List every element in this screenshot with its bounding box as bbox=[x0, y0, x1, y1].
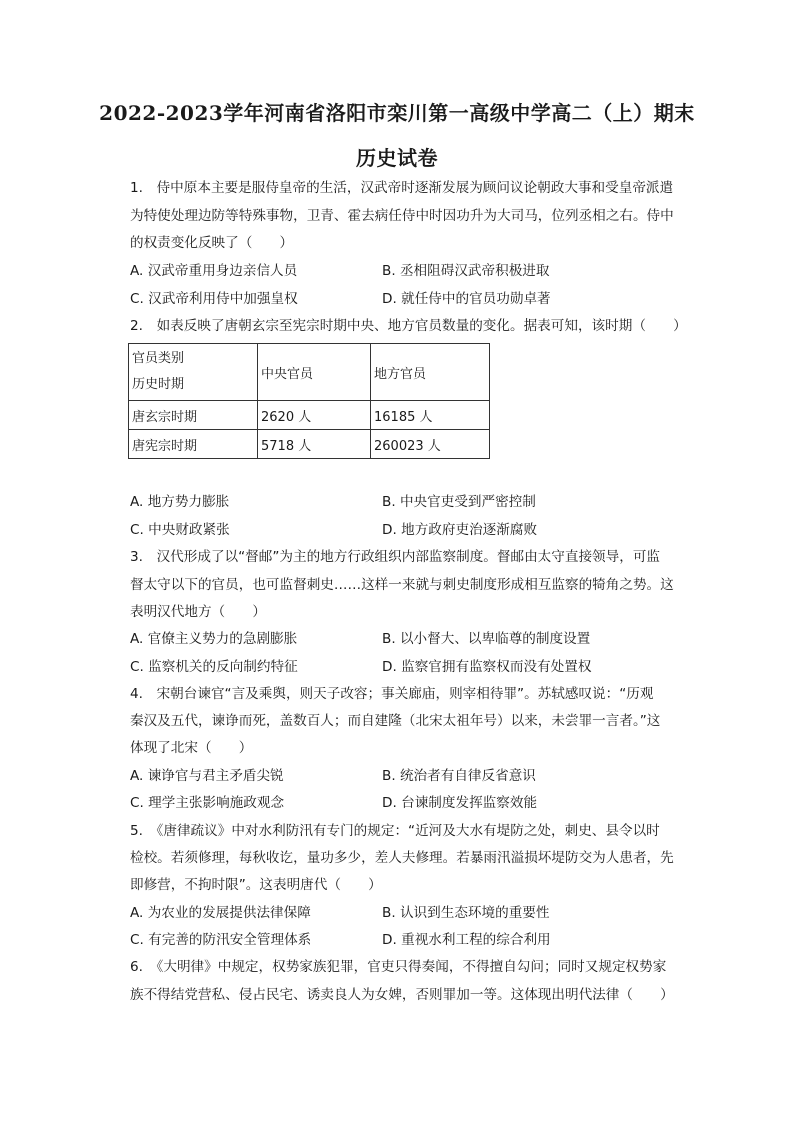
exam-title-line1: 2022-2023学年河南省洛阳市栾川第一高级中学高二（上）期末 bbox=[99, 101, 695, 125]
q2-option-b: B. 中央官吏受到严密控制 bbox=[382, 494, 536, 510]
q2-option-a: A. 地方势力膨胀 bbox=[130, 494, 230, 510]
table-row bbox=[129, 430, 490, 459]
q3-option-a: A. 官僚主义势力的急剧膨胀 bbox=[130, 631, 298, 647]
q4-line: 4. 宋朝台谏官“言及乘舆，则天子改容；事关廊庙，则宰相待罪”。苏轼感叹说：“历观 bbox=[130, 686, 654, 702]
q5-line: 即修营，不拘时限”。这表明唐代（ ） bbox=[130, 877, 382, 893]
table-header-corner bbox=[129, 344, 258, 401]
q2-option-c: C. 中央财政紧张 bbox=[130, 522, 230, 538]
q1-option-a: A. 汉武帝重用身边亲信人员 bbox=[130, 263, 298, 279]
table-cell: 唐玄宗时期 bbox=[129, 401, 258, 430]
q5-option-d: D. 重视水利工程的综合利用 bbox=[382, 932, 551, 948]
table-cell: 260023 人 bbox=[371, 430, 490, 459]
q3-option-d: D. 监察官拥有监察权而没有处置权 bbox=[382, 659, 592, 675]
q4-option-b: B. 统治者有自律反省意识 bbox=[382, 768, 536, 784]
q5-option-c: C. 有完善的防汛安全管理体系 bbox=[130, 932, 312, 948]
header-corner-bottom: 历史时期 bbox=[132, 377, 185, 392]
q5-line: 5. 《唐律疏议》中对水利防汛有专门的规定：“近河及大水有堤防之处，刺史、县令以时 bbox=[130, 823, 660, 839]
q4-option-a: A. 谏诤官与君主矛盾尖锐 bbox=[130, 768, 284, 784]
q2-option-d: D. 地方政府吏治逐渐腐败 bbox=[382, 522, 538, 538]
q3-line: 3. 汉代形成了以“督邮”为主的地方行政组织内部监察制度。督邮由太守直接领导，可监 bbox=[130, 549, 661, 565]
table-header-row bbox=[129, 344, 490, 401]
q1-line: 1. 侍中原本主要是服侍皇帝的生活，汉武帝时逐渐发展为顾问议论朝政大事和受皇帝派遣 bbox=[130, 180, 674, 196]
q2-line: 2. 如表反映了唐朝玄宗至宪宗时期中央、地方官员数量的变化。据表可知，该时期（ ） bbox=[130, 318, 687, 334]
table-row bbox=[129, 401, 490, 430]
q1-option-b: B. 丞相阻碍汉武帝积极进取 bbox=[382, 263, 550, 279]
q3-option-c: C. 监察机关的反向制约特征 bbox=[130, 659, 298, 675]
table-cell: 2620 人 bbox=[258, 401, 371, 430]
q1-option-d: D. 就任侍中的官员功勋卓著 bbox=[382, 291, 551, 307]
q5-option-b: B. 认识到生态环境的重要性 bbox=[382, 905, 550, 921]
table-header-central: 中央官员 bbox=[258, 344, 371, 401]
q4-line: 体现了北宋（ ） bbox=[130, 740, 253, 756]
header-corner-top: 官员类别 bbox=[132, 351, 185, 366]
q5-option-a: A. 为农业的发展提供法律保障 bbox=[130, 905, 311, 921]
q4-option-c: C. 理学主张影响施政观念 bbox=[130, 795, 285, 811]
q4-option-d: D. 台谏制度发挥监察效能 bbox=[382, 795, 538, 811]
q1-line: 为特使处理边防等特殊事物，卫青、霍去病任侍中时因功升为大司马，位列丞相之右。侍中 bbox=[130, 208, 674, 224]
table-header-local: 地方官员 bbox=[371, 344, 490, 401]
q3-option-b: B. 以小督大、以卑临尊的制度设置 bbox=[382, 631, 591, 647]
q2-table bbox=[128, 343, 490, 459]
q6-line: 族不得结党营私、侵占民宅、诱卖良人为女婢，否则罪加一等。这体现出明代法律（ ） bbox=[130, 987, 674, 1003]
q1-option-c: C. 汉武帝利用侍中加强皇权 bbox=[130, 291, 298, 307]
q1-line: 的权责变化反映了（ ） bbox=[130, 235, 294, 251]
q5-line: 检校。若须修理，每秋收讫，量功多少，差人夫修理。若暴雨汛溢损坏堤防交为人患者，先 bbox=[130, 850, 674, 866]
q3-line: 表明汉代地方（ ） bbox=[130, 604, 266, 620]
q6-line: 6. 《大明律》中规定，权势家族犯罪，官吏只得奏闻，不得擅自勾问；同时又规定权势家 bbox=[130, 959, 667, 975]
q4-line: 秦汉及五代，谏诤而死，盖数百人；而自建隆（北宋太祖年号）以来，未尝罪一言者。”这 bbox=[130, 713, 661, 729]
q3-line: 督太守以下的官员，也可监督刺史……这样一来就与刺史制度形成相互监察的犄角之势。这 bbox=[130, 577, 674, 593]
table-cell: 5718 人 bbox=[258, 430, 371, 459]
table-cell: 唐宪宗时期 bbox=[129, 430, 258, 459]
exam-title-line2: 历史试卷 bbox=[356, 146, 438, 170]
table-cell: 16185 人 bbox=[371, 401, 490, 430]
